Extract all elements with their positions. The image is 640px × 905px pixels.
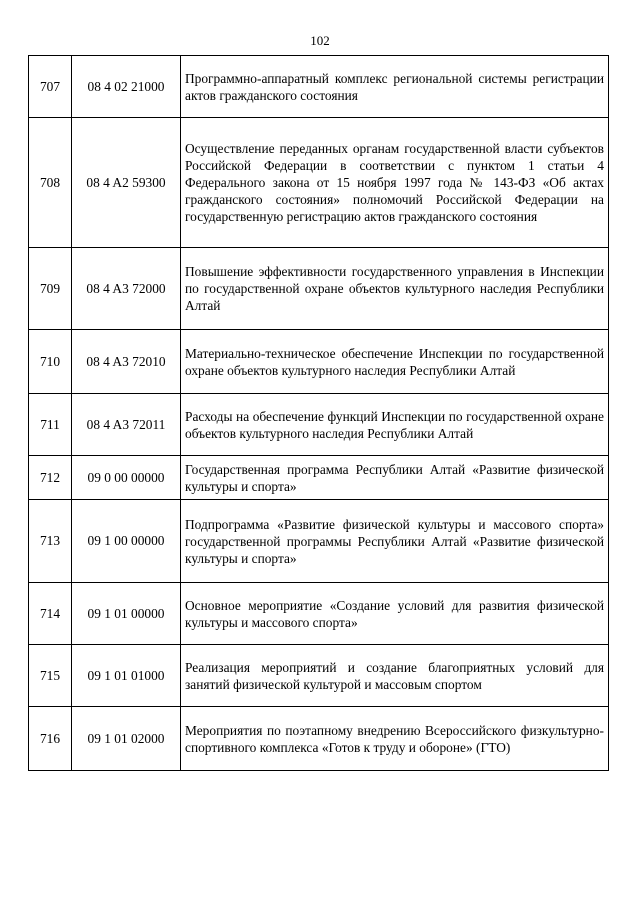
target-article-name: Осуществление переданных органам государственной власти субъектов Российской Федерации в соответствии с пунктом 1 статьи 4 Федерального закона от 15 ноября 1997 года № 143-ФЗ «Об актах гражданского состояния» полномочий Российской Федерации на государственную регистрацию актов гражданского состояния (181, 118, 609, 248)
row-number: 714 (29, 583, 72, 645)
table-row (29, 645, 609, 707)
target-article-code: 09 1 01 01000 (72, 645, 181, 707)
row-number: 715 (29, 645, 72, 707)
table-row (29, 248, 609, 330)
page-number: 102 (310, 33, 330, 48)
row-number: 712 (29, 456, 72, 500)
table-row (29, 56, 609, 118)
table-row (29, 394, 609, 456)
table-row (29, 330, 609, 394)
target-article-name: Материально-техническое обеспечение Инспекции по государственной охране объектов культурного наследия Республики Алтай (181, 330, 609, 394)
target-article-name: Подпрограмма «Развитие физической культуры и массового спорта» государственной программы Республики Алтай «Развитие физической культуры и спорта» (181, 500, 609, 583)
row-number: 716 (29, 707, 72, 771)
row-number: 713 (29, 500, 72, 583)
target-article-name: Мероприятия по поэтапному внедрению Всероссийского физкультурно-спортивного комплекса «Готов к труду и обороне» (ГТО) (181, 707, 609, 771)
target-article-code: 08 4 02 21000 (72, 56, 181, 118)
target-article-name: Государственная программа Республики Алтай «Развитие физической культуры и спорта» (181, 456, 609, 500)
target-article-code: 08 4 A3 72000 (72, 248, 181, 330)
target-article-code: 08 4 A3 72011 (72, 394, 181, 456)
table-row (29, 456, 609, 500)
budget-classification-table (28, 55, 609, 771)
target-article-code: 09 1 01 02000 (72, 707, 181, 771)
row-number: 708 (29, 118, 72, 248)
row-number: 711 (29, 394, 72, 456)
target-article-code: 09 1 00 00000 (72, 500, 181, 583)
target-article-name: Повышение эффективности государственного управления в Инспекции по государственной охране объектов культурного наследия Республики Алтай (181, 248, 609, 330)
target-article-code: 08 4 A3 72010 (72, 330, 181, 394)
target-article-code: 09 1 01 00000 (72, 583, 181, 645)
row-number: 709 (29, 248, 72, 330)
row-number: 710 (29, 330, 72, 394)
table-row (29, 707, 609, 771)
target-article-code: 08 4 A2 59300 (72, 118, 181, 248)
row-number: 707 (29, 56, 72, 118)
table-row (29, 583, 609, 645)
target-article-name: Основное мероприятие «Создание условий для развития физической культуры и массового спорта» (181, 583, 609, 645)
target-article-code: 09 0 00 00000 (72, 456, 181, 500)
target-article-name: Реализация мероприятий и создание благоприятных условий для занятий физической культурой и массовым спортом (181, 645, 609, 707)
table-row (29, 500, 609, 583)
table-row (29, 118, 609, 248)
target-article-name: Расходы на обеспечение функций Инспекции по государственной охране объектов культурного наследия Республики Алтай (181, 394, 609, 456)
target-article-name: Программно-аппаратный комплекс региональной системы регистрации актов гражданского состояния (181, 56, 609, 118)
